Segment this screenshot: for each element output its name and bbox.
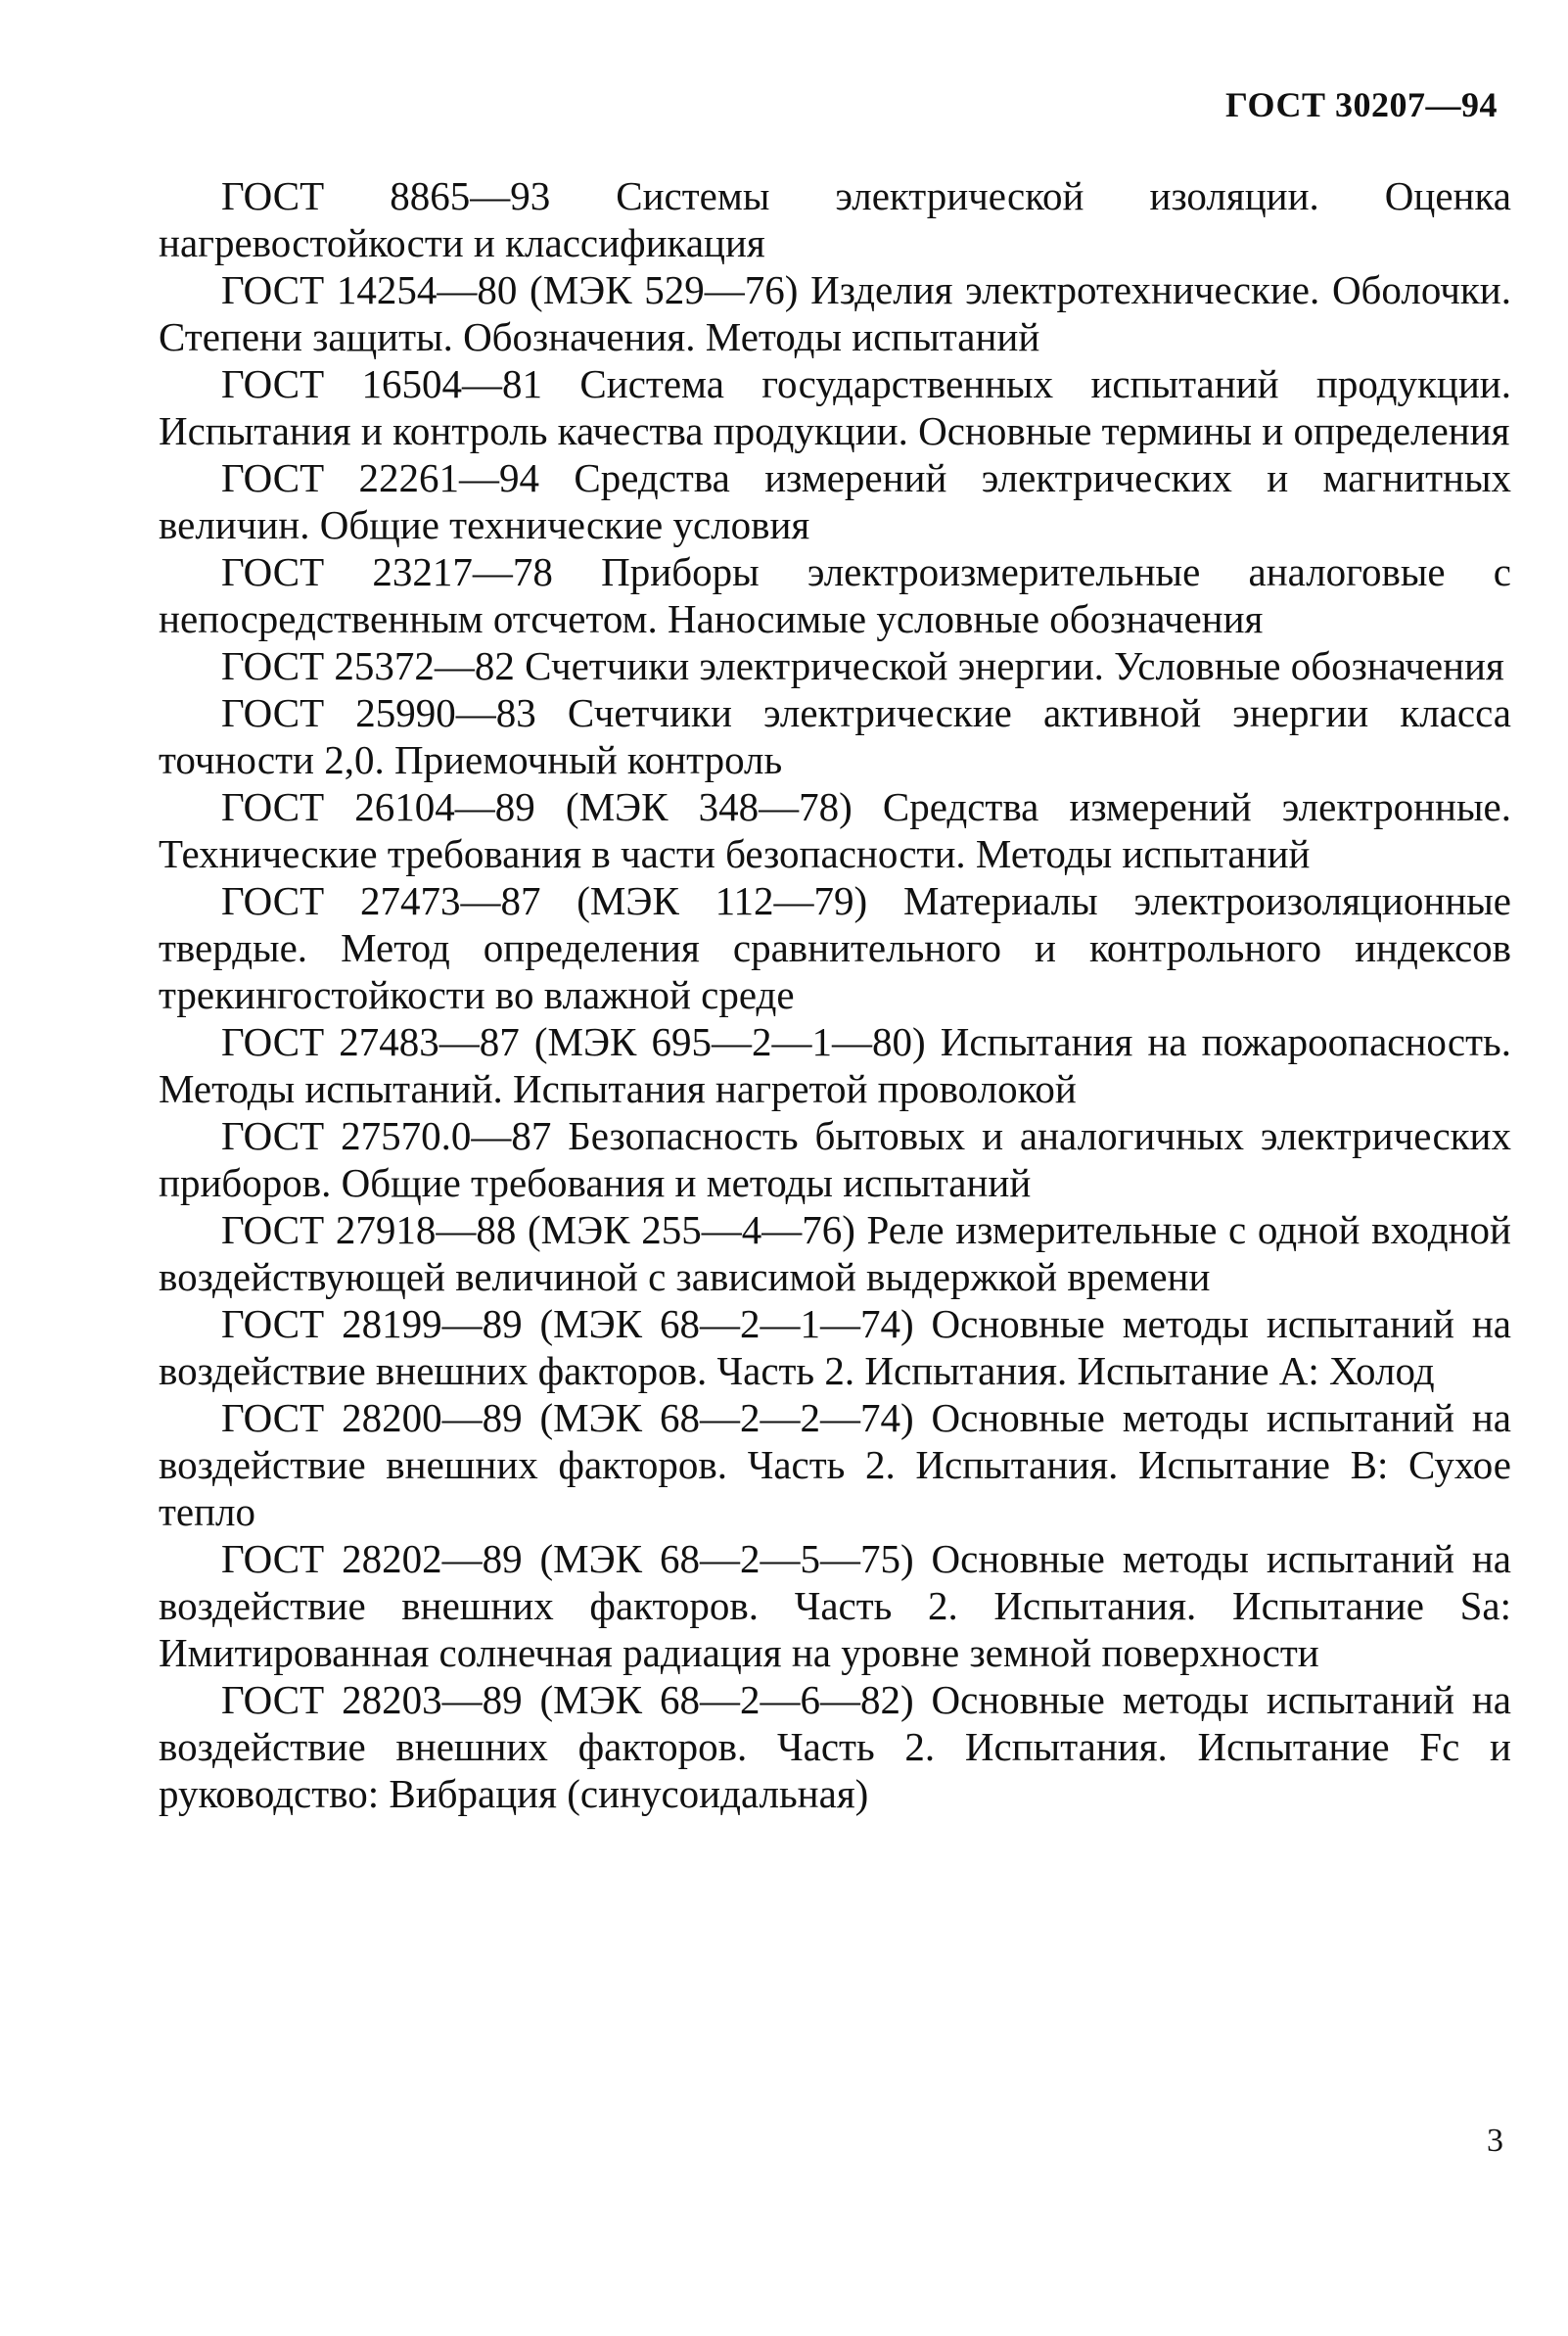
reference-entry: ГОСТ 28202—89 (МЭК 68—2—5—75) Основные методы испытаний на воздействие внешних факторов. Часть 2. Испытания. Испытание Sa: Имитированная солнечная радиация на уровне земной поверхности bbox=[159, 1536, 1511, 1675]
reference-entry: ГОСТ 22261—94 Средства измерений электрических и магнитных величин. Общие технические условия bbox=[159, 455, 1511, 547]
reference-entry: ГОСТ 26104—89 (МЭК 348—78) Средства измерений электронные. Технические требования в части безопасности. Методы испытаний bbox=[159, 784, 1511, 876]
reference-entry: ГОСТ 27473—87 (МЭК 112—79) Материалы электроизоляционные твердые. Метод определения сравнительного и контрольного индексов трекингостойкости во влажной среде bbox=[159, 878, 1511, 1017]
reference-entry: ГОСТ 28200—89 (МЭК 68—2—2—74) Основные методы испытаний на воздействие внешних факторов. Часть 2. Испытания. Испытание В: Сухое тепло bbox=[159, 1395, 1511, 1534]
reference-entry: ГОСТ 28203—89 (МЭК 68—2—6—82) Основные методы испытаний на воздействие внешних факторов. Часть 2. Испытания. Испытание Fc и руководство: Вибрация (синусоидальная) bbox=[159, 1677, 1511, 1816]
reference-entry: ГОСТ 27483—87 (МЭК 695—2—1—80) Испытания на пожароопасность. Методы испытаний. Испытания нагретой проволокой bbox=[159, 1019, 1511, 1111]
reference-entry: ГОСТ 14254—80 (МЭК 529—76) Изделия электротехнические. Оболочки. Степени защиты. Обозначения. Методы испытаний bbox=[159, 267, 1511, 359]
reference-entry: ГОСТ 23217—78 Приборы электроизмерительные аналоговые с непосредственным отсчетом. Наносимые условные обозначения bbox=[159, 549, 1511, 641]
reference-entry: ГОСТ 27570.0—87 Безопасность бытовых и аналогичных электрических приборов. Общие требования и методы испытаний bbox=[159, 1113, 1511, 1205]
reference-entry: ГОСТ 16504—81 Система государственных испытаний продукции. Испытания и контроль качества продукции. Основные термины и определения bbox=[159, 361, 1511, 453]
reference-entry: ГОСТ 28199—89 (МЭК 68—2—1—74) Основные методы испытаний на воздействие внешних факторов. Часть 2. Испытания. Испытание А: Холод bbox=[159, 1301, 1511, 1393]
normative-references-list bbox=[159, 172, 1511, 1817]
reference-entry: ГОСТ 25372—82 Счетчики электрической энергии. Условные обозначения bbox=[221, 643, 1504, 688]
reference-entry: ГОСТ 25990—83 Счетчики электрические активной энергии класса точности 2,0. Приемочный контроль bbox=[159, 690, 1511, 782]
page-number: 3 bbox=[1487, 2123, 1503, 2159]
reference-entry: ГОСТ 27918—88 (МЭК 255—4—76) Реле измерительные с одной входной воздействующей величиной с зависимой выдержкой времени bbox=[159, 1207, 1511, 1299]
reference-entry: ГОСТ 8865—93 Системы электрической изоляции. Оценка нагревостойкости и классификация bbox=[159, 173, 1511, 265]
document-code-header: ГОСТ 30207—94 bbox=[1225, 85, 1498, 124]
